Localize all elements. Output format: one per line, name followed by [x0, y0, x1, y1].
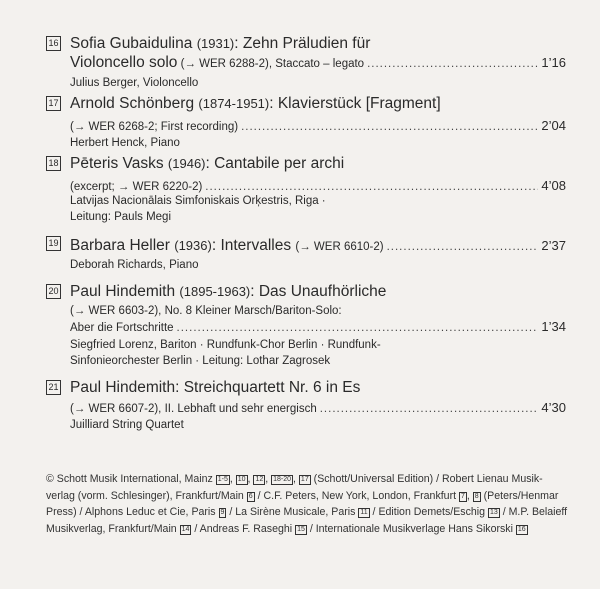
duration: 1’34 [541, 319, 566, 334]
track-number: 17 [46, 96, 61, 111]
performer: Julius Berger, Violoncello [70, 77, 199, 89]
performer: Deborah Richards, Piano [70, 259, 199, 271]
track-number: 21 [46, 380, 61, 395]
track-number: 18 [46, 156, 61, 171]
duration: 4’30 [541, 400, 566, 415]
duration: 1’16 [541, 55, 566, 70]
track-number: 19 [46, 236, 61, 251]
track-detail: (→ WER 6603-2), No. 8 Kleiner Marsch/Bariton-Solo: [70, 305, 342, 317]
duration: 4’08 [541, 178, 566, 193]
track-detail: Violoncello solo (→ WER 6288-2), Staccato – legato ..... 1’16 [70, 55, 566, 72]
track-detail: (excerpt; → WER 6220-2) ..... 4’08 [70, 178, 566, 195]
track-title: Sofia Gubaidulina (1931): Zehn Präludien für [70, 35, 371, 52]
credits-line: Press) / Alphons Leduc et Cie, Paris 9 / La Sirène Musicale, Paris 11 / Edition Demets/Eschig 13 / M.P. Belaieff [46, 506, 568, 518]
track-number: 16 [46, 36, 61, 51]
track-number: 20 [46, 284, 61, 299]
performer: Leitung: Pauls Megi [70, 211, 172, 223]
track-detail: Aber die Fortschritte ..... 1’34 [70, 319, 566, 336]
track-title: Paul Hindemith (1895-1963): Das Unaufhörliche [70, 283, 387, 300]
performer: Juilliard String Quartet [70, 419, 184, 431]
track-title: Barbara Heller (1936): Intervalles (→ WER 6610-2) ..... 2’37 [70, 236, 566, 257]
track-detail: (→ WER 6268-2; First recording) ..... 2’04 [70, 118, 566, 135]
duration: 2’37 [541, 238, 566, 253]
track-title: Arnold Schönberg (1874-1951): Klavierstück [Fragment] [70, 95, 441, 112]
performer: Herbert Henck, Piano [70, 137, 180, 149]
performer: Siegfried Lorenz, Bariton · Rundfunk-Chor Berlin · Rundfunk- [70, 339, 381, 351]
performer: Latvijas Nacionālais Simfoniskais Orķestris, Riga · [70, 195, 326, 207]
track-title: Pēteris Vasks (1946): Cantabile per archi [70, 155, 345, 172]
performer: Sinfonieorchester Berlin · Leitung: Lothar Zagrosek [70, 355, 331, 367]
credits-line: Musikverlag, Frankfurt/Main 14 / Andreas F. Raseghi 15 / Internationale Musikverlage Hans Sikorski 16 [46, 522, 526, 535]
credits-line: verlag (vorm. Schlesinger), Frankfurt/Main 6 / C.F. Peters, New York, London, Frankfurt 7 , 8 (Peters/Henmar [46, 489, 559, 502]
credits-line: © Schott Musik International, Mainz 1-5 , 10 , 12 , 18-20 , 17 (Schott/Universal Edition) / Robert Lienau Musik- [46, 473, 543, 485]
duration: 2’04 [541, 118, 566, 133]
track-detail: (→ WER 6607-2), II. Lebhaft und sehr energisch ..... 4’30 [70, 400, 566, 417]
track-title: Paul Hindemith: Streichquartett Nr. 6 in Es [70, 379, 361, 396]
publisher-credits [46, 471, 568, 537]
